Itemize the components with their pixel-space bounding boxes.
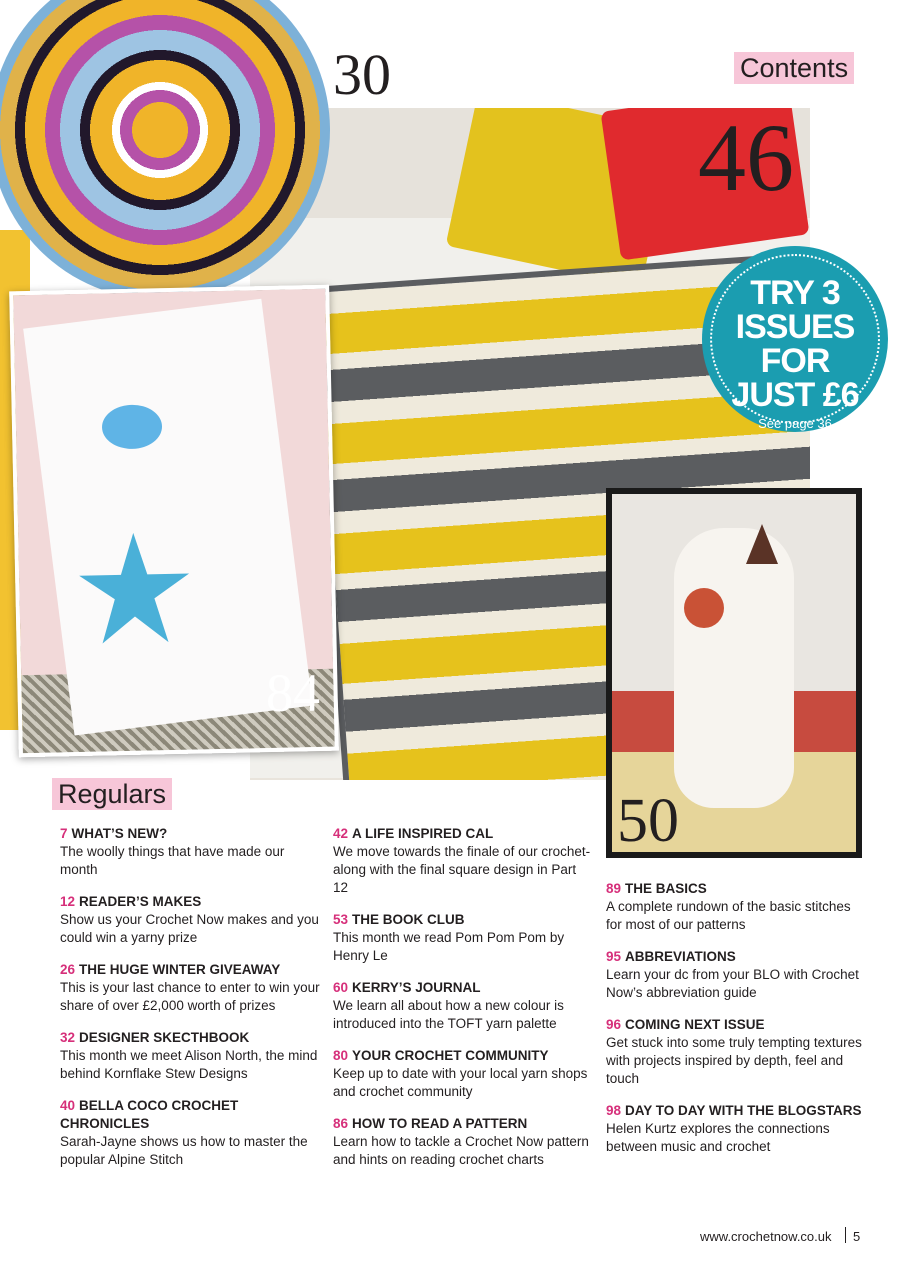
contents-entry[interactable] (606, 1102, 866, 1156)
entry-description: This month we meet Alison North, the mind behind Kornflake Stew Designs (60, 1048, 318, 1081)
entry-title (333, 979, 593, 997)
entry-description: The woolly things that have made our month (60, 844, 285, 877)
entry-title-text: ABBREVIATIONS (625, 949, 736, 964)
contents-entry[interactable] (606, 1016, 866, 1088)
contents-entry[interactable] (60, 893, 320, 947)
page-ref-84: 84 (266, 663, 320, 723)
entry-description: Helen Kurtz explores the connections between music and crochet (606, 1121, 830, 1154)
contents-entry[interactable] (333, 1047, 593, 1101)
entry-title (606, 880, 866, 898)
entry-title-text: THE BOOK CLUB (352, 912, 465, 927)
badge-line-2: ISSUES FOR (735, 308, 855, 380)
entry-title (60, 893, 320, 911)
contents-column-2 (333, 825, 593, 1183)
contents-heading: Contents (734, 52, 854, 84)
entry-title (60, 1097, 320, 1133)
entry-title (333, 825, 593, 843)
entry-title (606, 1016, 866, 1034)
contents-column-1 (60, 825, 320, 1183)
entry-title (60, 961, 320, 979)
entry-page-number: 89 (606, 881, 622, 896)
entry-description: We learn all about how a new colour is introduced into the TOFT yarn palette (333, 998, 564, 1031)
entry-title (60, 1029, 320, 1047)
entry-page-number: 7 (60, 826, 68, 841)
entry-title-text: READER’S MAKES (79, 894, 202, 909)
regulars-heading: Regulars (52, 778, 172, 810)
entry-description: Show us your Crochet Now makes and you could win a yarny prize (60, 912, 319, 945)
badge-subtext: See page 36 (758, 416, 832, 431)
entry-title-text: THE BASICS (625, 881, 707, 896)
badge-line-3: JUST £6 (731, 376, 859, 414)
contents-entry[interactable] (60, 825, 320, 879)
entry-title (60, 825, 320, 843)
cat-eye-patch (684, 588, 724, 628)
entry-page-number: 95 (606, 949, 622, 964)
entry-title-text: DESIGNER SKECTHBOOK (79, 1030, 250, 1045)
entry-title (333, 911, 593, 929)
entry-page-number: 96 (606, 1017, 622, 1032)
entry-title (333, 1047, 593, 1065)
page-ref-50: 50 (617, 787, 679, 855)
entry-description: A complete rundown of the basic stitches for most of our patterns (606, 899, 851, 932)
entry-description: Keep up to date with your local yarn shops and crochet community (333, 1066, 588, 1099)
page-ref-30: 30 (333, 42, 391, 107)
entry-page-number: 32 (60, 1030, 76, 1045)
contents-entry[interactable] (606, 948, 866, 1002)
entry-description: This is your last chance to enter to win your share of over £2,000 worth of prizes (60, 980, 320, 1013)
entry-description: Learn how to tackle a Crochet Now pattern and hints on reading crochet charts (333, 1134, 589, 1167)
page-ref-46: 46 (698, 104, 794, 211)
contents-entry[interactable] (606, 880, 866, 934)
footer-page-number: 5 (853, 1229, 861, 1244)
contents-column-3 (606, 880, 866, 1170)
entry-page-number: 53 (333, 912, 349, 927)
entry-page-number: 42 (333, 826, 349, 841)
entry-page-number: 26 (60, 962, 76, 977)
entry-title-text: WHAT’S NEW? (71, 826, 168, 841)
entry-page-number: 80 (333, 1048, 349, 1063)
contents-entry[interactable] (60, 1097, 320, 1169)
contents-entry[interactable] (333, 1115, 593, 1169)
entry-description: This month we read Pom Pom Pom by Henry Le (333, 930, 565, 963)
entry-title-text: BELLA COCO CROCHET CHRONICLES (60, 1098, 239, 1131)
entry-title-text: HOW TO READ A PATTERN (352, 1116, 528, 1131)
entry-title-text: KERRY’S JOURNAL (352, 980, 481, 995)
footer-divider (845, 1227, 846, 1243)
subscription-badge[interactable] (702, 246, 888, 432)
footer-website[interactable]: www.crochetnow.co.uk (700, 1229, 832, 1244)
entry-page-number: 98 (606, 1103, 622, 1118)
contents-entry[interactable] (333, 979, 593, 1033)
cat-body (674, 528, 794, 808)
contents-entry[interactable] (333, 825, 593, 897)
entry-page-number: 86 (333, 1116, 349, 1131)
entry-page-number: 60 (333, 980, 349, 995)
entry-description: We move towards the finale of our crochet-along with the final square design in Part 12 (333, 844, 591, 895)
entry-page-number: 40 (60, 1098, 76, 1113)
entry-title-text: YOUR CROCHET COMMUNITY (352, 1048, 549, 1063)
contents-entry[interactable] (60, 1029, 320, 1083)
badge-text (702, 276, 888, 431)
entry-description: Sarah-Jayne shows us how to master the popular Alpine Stitch (60, 1134, 308, 1167)
entry-title-text: A LIFE INSPIRED CAL (352, 826, 494, 841)
entry-description: Get stuck into some truly tempting textures with projects inspired by depth, feel and touch (606, 1035, 862, 1086)
contents-entry[interactable] (60, 961, 320, 1015)
entry-description: Learn your dc from your BLO with Crochet Now’s abbreviation guide (606, 967, 859, 1000)
contents-entry[interactable] (333, 911, 593, 965)
badge-line-1: TRY 3 (750, 274, 840, 312)
entry-title-text: DAY TO DAY WITH THE BLOGSTARS (625, 1103, 862, 1118)
entry-title (333, 1115, 593, 1133)
entry-title-text: THE HUGE WINTER GIVEAWAY (79, 962, 281, 977)
entry-title (606, 1102, 866, 1120)
entry-title (606, 948, 866, 966)
entry-title-text: COMING NEXT ISSUE (625, 1017, 765, 1032)
entry-page-number: 12 (60, 894, 76, 909)
